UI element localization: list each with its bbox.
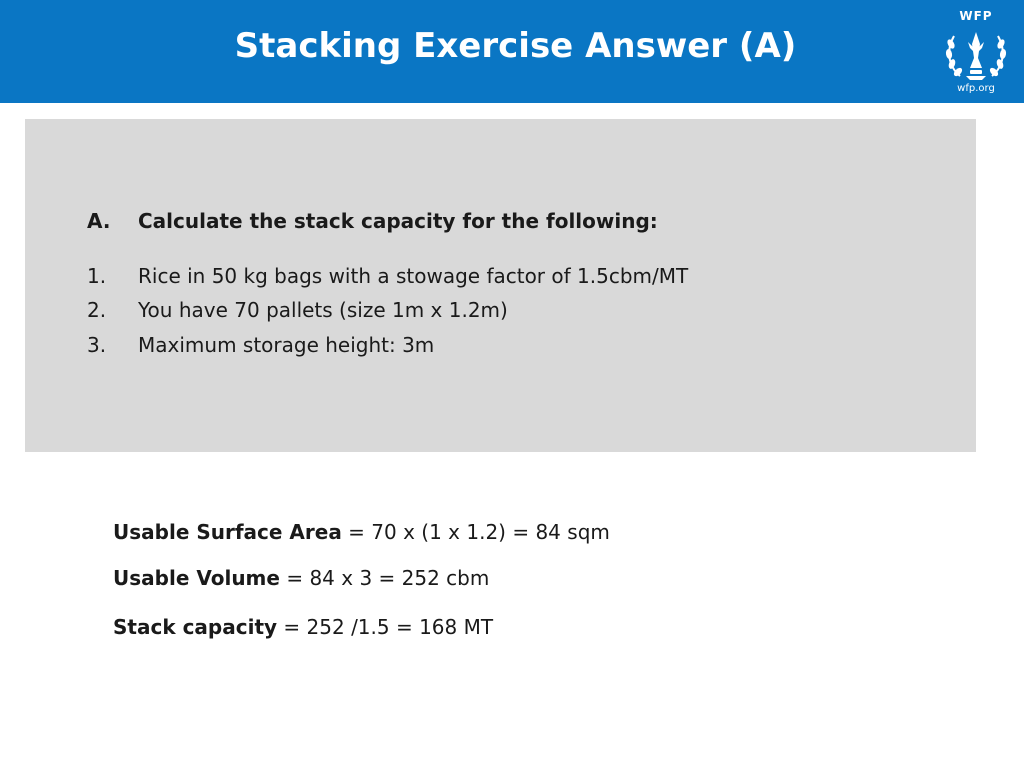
list-item-number: 2. (87, 298, 107, 322)
answer-value: = 84 x 3 = 252 cbm (279, 566, 490, 590)
answer-label: Usable Surface Area (113, 520, 342, 544)
list-item-number: 1. (87, 264, 107, 288)
answer-value: = 70 x (1 x 1.2) = 84 sqm (341, 520, 610, 544)
wreath-emblem-icon (942, 24, 1010, 82)
logo-acronym: WFP (959, 9, 993, 23)
list-item-number: 3. (87, 333, 107, 357)
answer-stack-capacity (113, 615, 493, 639)
list-item-text: Maximum storage height: 3m (138, 333, 435, 357)
wfp-logo (938, 6, 1014, 98)
question-marker: A. (87, 209, 111, 233)
answer-value: = 252 /1.5 = 168 MT (277, 615, 494, 639)
answer-surface-area (113, 520, 610, 544)
question-heading: Calculate the stack capacity for the following: (138, 209, 658, 233)
list-item-text: You have 70 pallets (size 1m x 1.2m) (138, 298, 508, 322)
logo-url: wfp.org (957, 83, 995, 94)
answer-usable-volume (113, 566, 489, 590)
list-item-text: Rice in 50 kg bags with a stowage factor of 1.5cbm/MT (138, 264, 689, 288)
slide-header (0, 0, 1024, 103)
slide-title: Stacking Exercise Answer (A) (234, 26, 797, 66)
answer-label: Usable Volume (113, 566, 280, 590)
answer-label: Stack capacity (113, 615, 278, 639)
